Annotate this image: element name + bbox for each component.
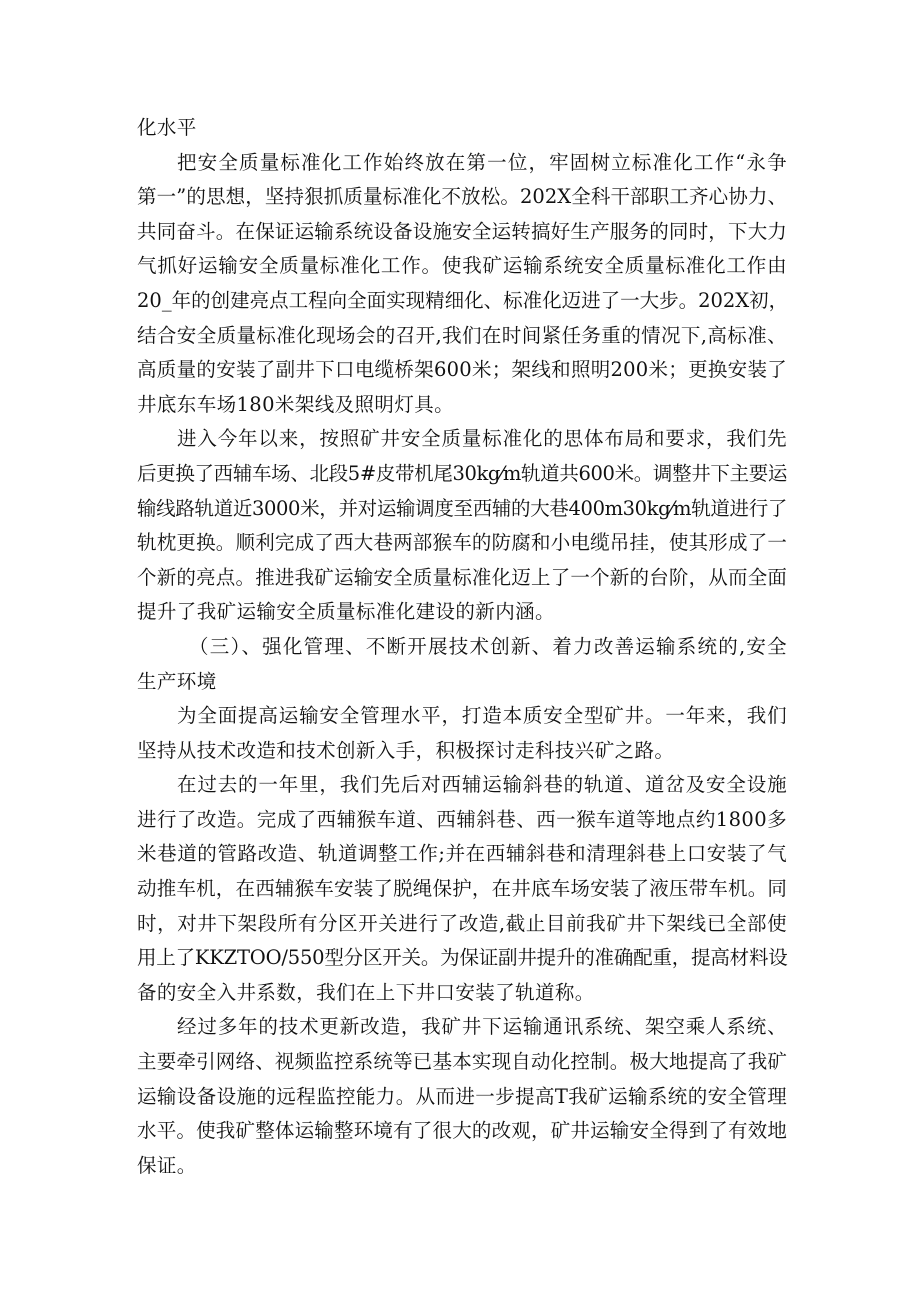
- paragraph-first-line: 把安全质量标准化工作始终放在第一位，牢固树立标准化工作“永争: [177, 150, 787, 174]
- paragraph-first-line: 经过多年的技术更新改造，我矿井下运输通讯系统、架空乘人系统、: [177, 1015, 787, 1039]
- document-body: [137, 111, 787, 1183]
- text-line: 进行了改造。完成了西辅猴车道、西辅斜巷、西一猴车道等地点约1800多: [137, 807, 787, 831]
- text-line: 化水平: [137, 116, 197, 139]
- section-heading-continued: 生产环境: [137, 669, 217, 693]
- text-line: 共同奋斗。在保证运输系统设备设施安全运转搞好生产服务的同时，下大力: [137, 219, 788, 243]
- text-line: 井底东车场180米架线及照明灯具。: [137, 392, 455, 416]
- section-heading: （三）、强化管理、不断开展技术创新、着力改善运输系统的,安全: [189, 634, 787, 658]
- text-line: 主要牵引网络、视频监控系统等已基本实现自动化控制。极大地提高了我矿: [137, 1050, 788, 1074]
- text-line: 保证。: [137, 1153, 197, 1177]
- text-line: 米巷道的管路改造、轨道调整工作;并在西辅斜巷和清理斜巷上口安装了气: [137, 842, 787, 866]
- text-line: 备的安全入井系数，我们在上下井口安装了轨道称。: [137, 980, 595, 1004]
- paragraph-first-line: 为全面提高运输安全管理水平，打造本质安全型矿井。一年来，我们: [177, 704, 787, 728]
- text-line: 气抓好运输安全质量标准化工作。使我矿运输系统安全质量标准化工作由: [137, 254, 787, 278]
- text-line: 结合安全质量标准化现场会的召开,我们在时间紧任务重的情况下,高标准、: [137, 323, 787, 347]
- text-line: 第一”的思想，坚持狠抓质量标准化不放松。202X全科干部职工齐心协力、: [137, 185, 787, 209]
- text-line: 输线路轨道近3000米，并对运输调度至西辅的大巷400m30kg⁄m轨道进行了: [137, 496, 787, 520]
- text-line: 水平。使我矿整体运输整环境有了很大的改观，矿井运输安全得到了有效地: [137, 1119, 788, 1143]
- text-line: 20_年的创建亮点工程向全面实现精细化、标准化迈进了一大步。202X初，: [137, 288, 789, 312]
- text-line: 用上了KKZTOO/550型分区开关。为保证副井提升的准确配重，提高材料设: [137, 946, 788, 970]
- text-line: 动推车机，在西辅猴车安装了脱绳保护，在井底车场安装了液压带车机。同: [137, 877, 788, 901]
- text-line: 个新的亮点。推进我矿运输安全质量标准化迈上了一个新的台阶，从而全面: [137, 565, 788, 589]
- text-line: 运输设备设施的远程监控能力。从而进一步提高T我矿运输系统的安全管理: [137, 1084, 788, 1108]
- text-line: 高质量的安装了副井下口电缆桥架600米；架线和照明200米；更换安装了: [137, 358, 787, 382]
- text-line: 轨枕更换。顺利完成了西大巷两部猴车的防腐和小电缆吊挂，使其形成了一: [137, 531, 788, 555]
- paragraph-first-line: 在过去的一年里，我们先后对西辅运输斜巷的轨道、道岔及安全设施: [177, 773, 787, 797]
- text-line: 坚持从技术改造和技术创新入手，积极探讨走科技兴矿之路。: [137, 738, 675, 762]
- text-line: 后更换了西辅车场、北段5#皮带机尾30kg⁄m轨道共600米。调整井下主要运: [137, 461, 787, 485]
- text-line: 时，对井下架段所有分区开关进行了改造,截止目前我矿井下架线已全部使: [137, 911, 787, 935]
- paragraph-first-line: 进入今年以来，按照矿井安全质量标准化的思体布局和要求，我们先: [177, 427, 787, 451]
- text-line: 提升了我矿运输安全质量标准化建设的新内涵。: [137, 600, 555, 624]
